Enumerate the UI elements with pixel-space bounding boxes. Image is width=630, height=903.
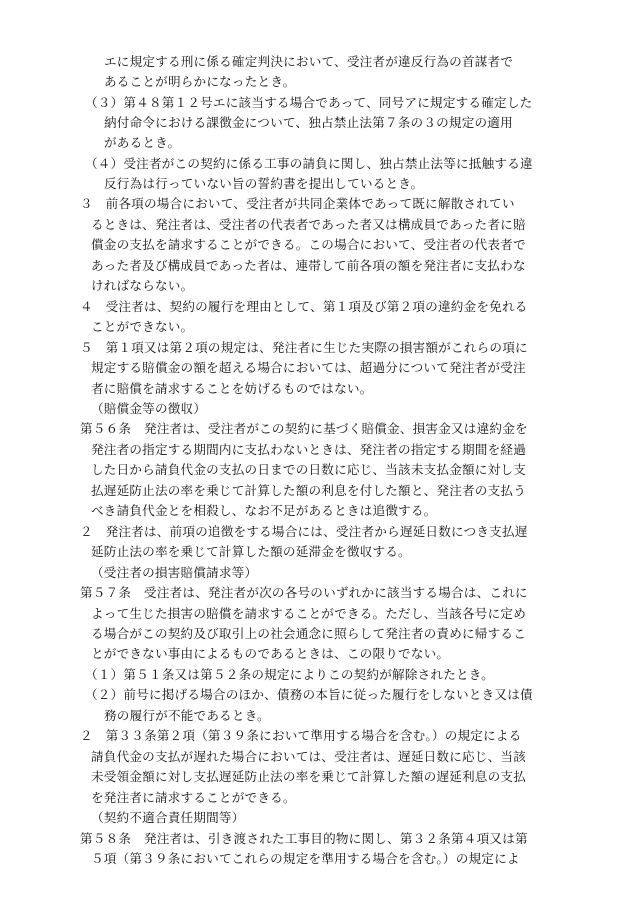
text-line: ければならない。 bbox=[91, 278, 194, 293]
text-line: した日から請負代金の支払の日までの日数に応じ、当該未支払金額に対し支 bbox=[91, 462, 526, 477]
text-line: 者に賠償を請求することを妨げるものではない。 bbox=[91, 381, 373, 396]
text-line: （１）第５１条又は第５２条の規定によりこの契約が解除されたとき。 bbox=[85, 667, 494, 682]
text-line: を発注者に請求することができる。 bbox=[91, 790, 296, 805]
text-line: 償金の支払を請求することができる。この場合において、受注者の代表者で bbox=[91, 237, 526, 252]
text-line: ５ 第１項又は第２項の規定は、発注者に生じた実際の損害額がこれらの項に bbox=[80, 340, 528, 355]
text-line: ２ 第３３条第２項（第３９条において準用する場合を含む。）の規定による bbox=[80, 728, 522, 743]
text-line: ことができない。 bbox=[91, 319, 194, 334]
text-line: べき請負代金とを相殺し、なお不足があるときは追徴する。 bbox=[91, 503, 437, 518]
text-line: 請負代金の支払が遅れた場合においては、受注者は、遅延日数に応じ、当該 bbox=[91, 749, 526, 764]
text-line: 反行為は行っていない旨の誓約書を提出しているとき。 bbox=[104, 176, 424, 191]
article-caption: （賠償金等の徴収） bbox=[91, 401, 207, 416]
text-line: 発注者の指定する期間内に支払わないときは、発注者の指定する期間を経過 bbox=[91, 442, 526, 457]
text-line: ５項（第３９条においてこれらの規定を準用する場合を含む。）の規定によ bbox=[91, 851, 520, 866]
text-line: よって生じた損害の賠償を請求することができる。ただし、当該各号に定め bbox=[91, 606, 526, 621]
text-line: るときは、発注者は、受注者の代表者であった者又は構成員であった者に賠 bbox=[91, 217, 526, 232]
text-line: があるとき。 bbox=[104, 135, 181, 150]
text-line: あることが明らかになったとき。 bbox=[104, 74, 296, 89]
text-line: ３ 前各項の場合において、受注者が共同企業体であって既に解散されてい bbox=[80, 196, 515, 211]
text-line: る場合がこの契約及び取引上の社会通念に照らして発注者の責めに帰するこ bbox=[91, 626, 526, 641]
text-line: 払遅延防止法の率を乗じて計算した額の利息を付した額と、発注者の支払う bbox=[91, 483, 526, 498]
text-line: （３）第４８第１２号エに該当する場合であって、同号アに規定する確定した bbox=[85, 95, 533, 110]
article-caption: （契約不適合責任期間等） bbox=[91, 810, 245, 825]
text-line: ４ 受注者は、契約の履行を理由として、第１項及び第２項の違約金を免れる bbox=[80, 299, 528, 314]
text-line: あった者及び構成員であった者は、連帯して前各項の額を発注者に支払わな bbox=[91, 258, 526, 273]
article-caption: （受注者の損害賠償請求等） bbox=[91, 565, 258, 580]
text-line: （２）前号に掲げる場合のほか、債務の本旨に従った履行をしないとき又は債 bbox=[85, 687, 533, 702]
text-line: とができない事由によるものであるときは、この限りでない。 bbox=[91, 646, 450, 661]
text-line: 規定する賠償金の額を超える場合においては、超過分について発注者が受注 bbox=[91, 360, 526, 375]
text-line: 第５６条 発注者は、受注者がこの契約に基づく賠償金、損害金又は違約金を bbox=[80, 421, 528, 436]
text-line: 務の履行が不能であるとき。 bbox=[104, 708, 270, 723]
text-line: 第５８条 発注者は、引き渡された工事目的物に関し、第３２条第４項又は第 bbox=[80, 831, 528, 846]
text-line: 第５７条 受注者は、発注者が次の各号のいずれかに該当する場合は、これに bbox=[80, 585, 528, 600]
text-line: 延防止法の率を乗じて計算した額の延滞金を徴収する。 bbox=[91, 544, 411, 559]
text-line: 未受領金額に対し支払遅延防止法の率を乗じて計算した額の遅延利息の支払 bbox=[91, 769, 526, 784]
text-line: 納付命令における課徴金について、独占禁止法第７条の３の規定の適用 bbox=[104, 115, 513, 130]
text-line: エに規定する刑に係る確定判決において、受注者が違反行為の首謀者で bbox=[104, 54, 514, 69]
text-line: （４）受注者がこの契約に係る工事の請負に関し、独占禁止法等に抵触する違 bbox=[85, 156, 533, 171]
text-line: ２ 発注者は、前項の追徴をする場合には、受注者から遅延日数につき支払遅 bbox=[80, 524, 528, 539]
